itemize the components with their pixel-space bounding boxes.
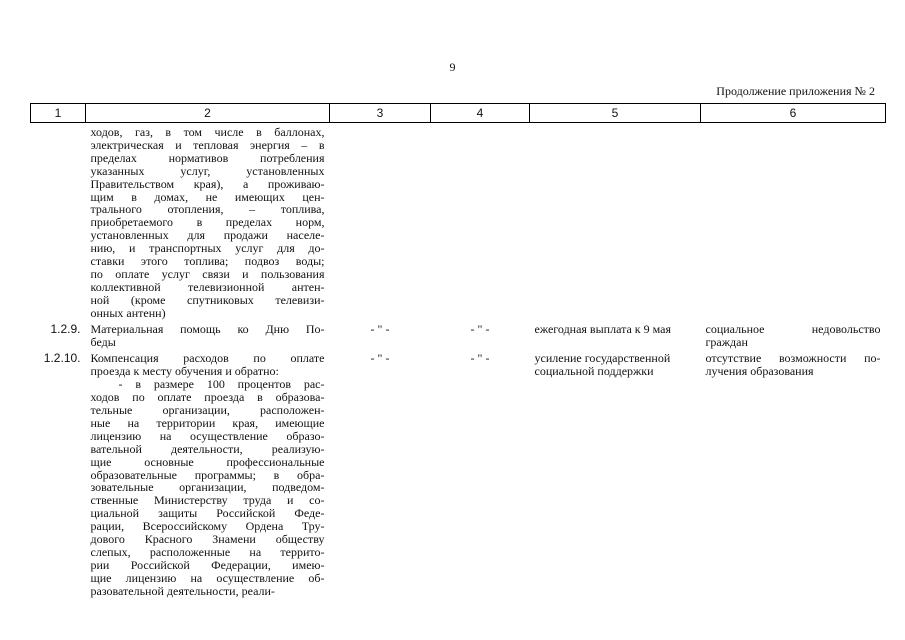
row-number-cell — [31, 123, 86, 323]
row-col5 — [530, 323, 701, 349]
row-col5 — [530, 348, 701, 597]
row-col6 — [701, 323, 886, 349]
text-line: беды — [90, 334, 116, 349]
ditto-mark-col3: - " - — [370, 351, 390, 366]
text-line: лицензию на осуществление образо- — [90, 428, 325, 443]
text-line: ственные Министерству труда и со- — [90, 493, 325, 508]
text-line: нию, и транспортных услуг для до- — [90, 241, 325, 256]
text-line: социальное недовольство — [705, 321, 881, 336]
text-line: отсутствие возможности по- — [705, 351, 881, 366]
text-line: дового Красного Знамени обществу — [90, 532, 325, 547]
empty-cell — [701, 123, 886, 323]
continuation-text — [86, 123, 330, 323]
text-line: - в размере 100 процентов рас- — [118, 377, 325, 392]
text-line: ходов, газ, в том числе в баллонах, — [90, 125, 325, 139]
text-line: электрическая и тепловая энергия – в — [90, 137, 325, 152]
table-row-1-2-10 — [31, 348, 886, 597]
row-description — [86, 323, 330, 349]
empty-cell — [530, 123, 701, 323]
text-line: проезда к месту обучения и обратно: — [90, 364, 279, 379]
text-line: щие основные профессиональные — [90, 454, 325, 469]
ditto-mark-col4: - " - — [470, 321, 490, 336]
text-line: ставки этого топлива; подвоз воды; — [90, 254, 325, 269]
text-line: зовательные организации, подведом- — [90, 480, 325, 495]
text-line: образовательные программы; в обра- — [90, 467, 325, 482]
text-line: щие лицензию на осуществление об- — [90, 570, 325, 585]
header-col-1: 1 — [31, 104, 86, 123]
appendix-continuation-note: Продолжение приложения № 2 — [716, 84, 875, 98]
text-line: вательной деятельности, реализую- — [90, 441, 325, 456]
text-line: ходов по оплате проезда в образова- — [90, 390, 325, 405]
text-line: лучения образования — [705, 364, 814, 379]
text-line: приобретаемого в пределах норм, — [90, 215, 325, 230]
text-line: трального отопления, – топлива, — [90, 202, 325, 217]
text-line: по оплате услуг связи и пользования — [90, 266, 325, 281]
row-col6 — [701, 348, 886, 597]
row-number: 1.2.10. — [43, 351, 81, 366]
header-col-5: 5 — [530, 104, 701, 123]
text-line: циальной защиты Российской Феде- — [90, 506, 325, 521]
text-line: пределах нормативов потребления — [90, 150, 325, 165]
text-line: ной (кроме спутниковых телевизи- — [90, 292, 325, 307]
text-line: щим в домах, не имеющих цен- — [90, 189, 325, 204]
text-line: тельные организации, расположен- — [90, 403, 325, 418]
text-line: коллективной телевизионной антен- — [90, 279, 325, 294]
text-line: ежегодная выплата к 9 мая — [534, 321, 671, 336]
empty-cell — [330, 123, 431, 323]
benefits-table — [30, 103, 886, 598]
empty-cell — [431, 123, 530, 323]
header-col-4: 4 — [431, 104, 530, 123]
text-line: социальной поддержки — [534, 364, 654, 379]
page-number: 9 — [449, 60, 456, 74]
header-row — [31, 104, 886, 123]
header-col-2: 2 — [86, 104, 330, 123]
text-line: рации, Всероссийскому Ордена Тру- — [90, 519, 325, 534]
text-line: Материальная помощь ко Дню По- — [90, 321, 325, 336]
ditto-mark-col3: - " - — [370, 321, 390, 336]
text-line: рии Российской Федерации, имею- — [90, 557, 325, 572]
header-col-3: 3 — [330, 104, 431, 123]
ditto-mark-col4: - " - — [470, 351, 490, 366]
text-line: граждан — [705, 334, 748, 349]
text-line: Компенсация расходов по оплате — [90, 351, 325, 366]
header-col-6: 6 — [701, 104, 886, 123]
row-description — [86, 348, 330, 597]
row-number: 1.2.9. — [50, 321, 81, 336]
table-row-1-2-9 — [31, 323, 886, 349]
table-row-continuation — [31, 123, 886, 323]
text-line: указанных услуг, установленных — [90, 163, 325, 178]
text-line: онных антенн) — [90, 305, 166, 320]
text-line: Правительством края), а проживаю- — [90, 176, 325, 191]
text-line: слепых, расположенные на террито- — [90, 545, 325, 559]
text-line: усиление государственной — [534, 351, 671, 366]
text-line: разовательной деятельности, реали- — [90, 583, 275, 598]
text-line: установленных для продажи населе- — [90, 228, 325, 243]
text-line: ные на территории края, имеющие — [90, 415, 325, 430]
